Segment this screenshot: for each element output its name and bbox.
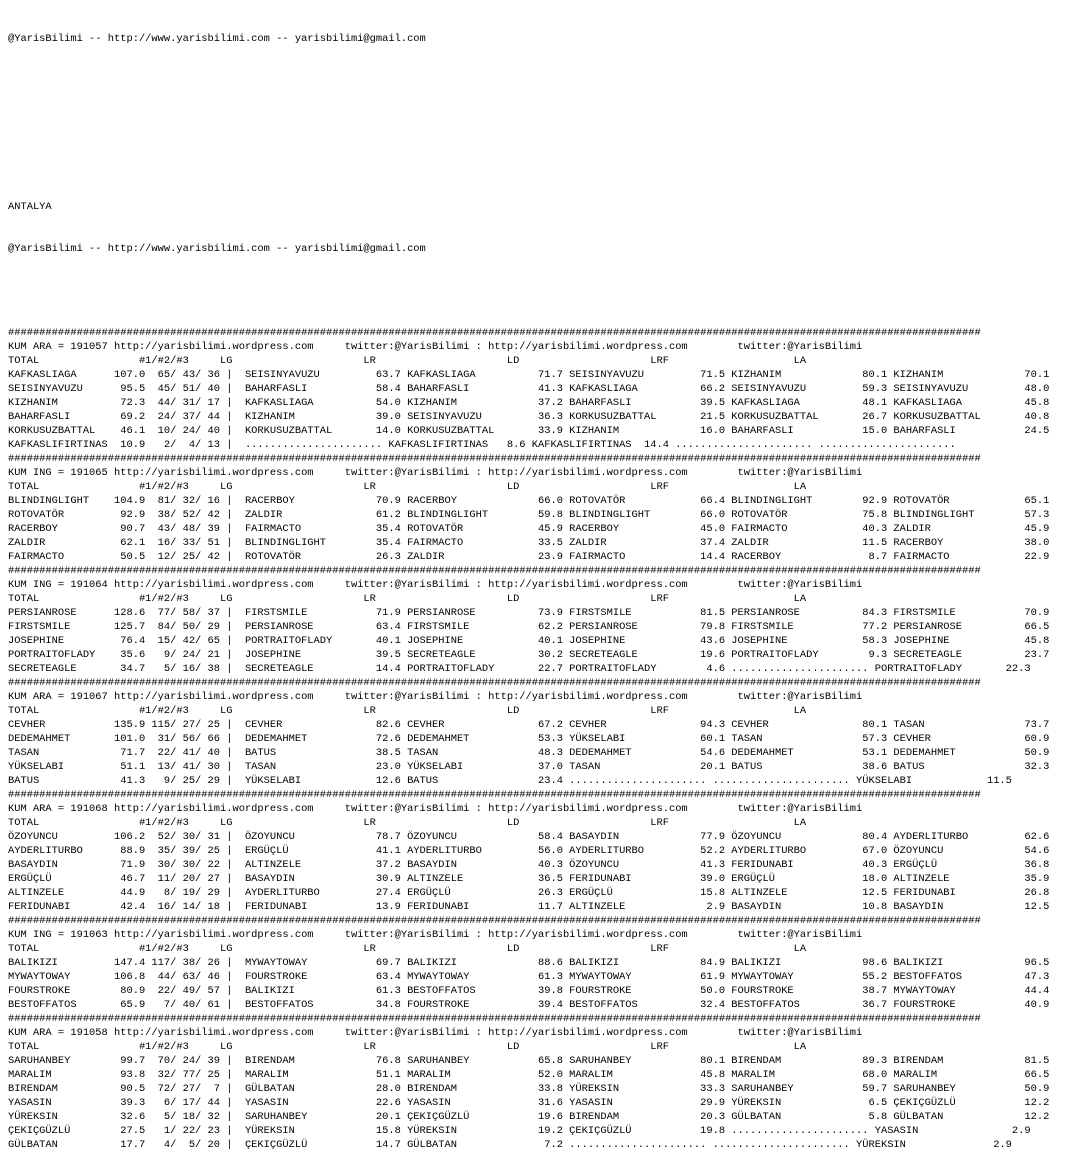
table-row: FOURSTROKE 80.9 22/ 49/ 57 | BALIKIZI 61.3 BESTOFFATOS 39.8 FOURSTROKE 50.0 FOURSTROKE 38.7 MYWAYTOWAY 44.4 [8,985,1050,997]
table-row: DEDEMAHMET 101.0 31/ 56/ 66 | DEDEMAHMET 72.6 DEDEMAHMET 53.3 YÜKSELABI 60.1 TASAN 57.3 CEVHER 60.9 [8,733,1050,745]
spacer [8,74,1080,88]
table-row: YÜKSELABI 51.1 13/ 41/ 30 | TASAN 23.0 YÜKSELABI 37.0 TASAN 20.1 BATUS 38.6 BATUS 32.3 [8,761,1050,773]
race-title: KUM ARA = 191067 http://yarisbilimi.wordpress.com twitter:@YarisBilimi : http://yarisbilimi.wordpress.com twitter:@YarisBilimi [8,691,863,703]
table-row: TASAN 71.7 22/ 41/ 40 | BATUS 38.5 TASAN 48.3 DEDEMAHMET 54.6 DEDEMAHMET 53.1 DEDEMAHMET 50.9 [8,747,1050,759]
location-credit: @YarisBilimi -- http://www.yarisbilimi.com -- yarisbilimi@gmail.com [8,243,426,255]
column-headers: TOTAL #1/#2/#3 LG LR LD LRF LA [8,817,807,829]
table-row: KAFKASLIAGA 107.0 65/ 43/ 36 | SEISINYAVUZU 63.7 KAFKASLIAGA 71.7 SEISINYAVUZU 71.5 KIZHANIM 80.1 KIZHANIM 70.1 [8,369,1050,381]
table-row: YASASIN 39.3 6/ 17/ 44 | YASASIN 22.6 YASASIN 31.6 YASASIN 29.9 YÜREKSIN 6.5 ÇEKIÇGÜZLÜ 12.2 [8,1097,1050,1109]
table-row: BIRENDAM 90.5 72/ 27/ 7 | GÜLBATAN 28.0 BIRENDAM 33.8 YÜREKSIN 33.3 SARUHANBEY 59.7 SARUHANBEY 50.9 [8,1083,1050,1095]
separator-line: ############################################################################################################################################################ [8,677,981,689]
race-title: KUM ING = 191063 http://yarisbilimi.wordpress.com twitter:@YarisBilimi : http://yarisbilimi.wordpress.com twitter:@YarisBilimi [8,929,863,941]
table-row: BLINDINGLIGHT 104.9 81/ 32/ 16 | RACERBOY 70.9 RACERBOY 66.0 ROTOVATÖR 66.4 BLINDINGLIGHT 92.9 ROTOVATÖR 65.1 [8,495,1050,507]
table-row: GÜLBATAN 17.7 4/ 5/ 20 | ÇEKIÇGÜZLÜ 14.7 GÜLBATAN 7.2 ...................... ...................... YÜREKSIN 2.9 [8,1139,1012,1151]
table-row: SECRETEAGLE 34.7 5/ 16/ 38 | SECRETEAGLE 14.4 PORTRAITOFLADY 22.7 PORTRAITOFLADY 4.6 ...................... PORTRAITOFLADY 22.3 [8,663,1031,675]
race-block [8,452,1080,564]
table-row: FAIRMACTO 50.5 12/ 25/ 42 | ROTOVATÖR 26.3 ZALDIR 23.9 FAIRMACTO 14.4 RACERBOY 8.7 FAIRMACTO 22.9 [8,551,1050,563]
separator-line: ############################################################################################################################################################ [8,565,981,577]
table-row: BATUS 41.3 9/ 25/ 29 | YÜKSELABI 12.6 BATUS 23.4 ...................... ...................... YÜKSELABI 11.5 [8,775,1012,787]
race-title: KUM ARA = 191058 http://yarisbilimi.wordpress.com twitter:@YarisBilimi : http://yarisbilimi.wordpress.com twitter:@YarisBilimi [8,1027,863,1039]
table-row: BALIKIZI 147.4 117/ 38/ 26 | MYWAYTOWAY 69.7 BALIKIZI 88.6 BALIKIZI 84.9 BALIKIZI 98.6 BALIKIZI 96.5 [8,957,1050,969]
column-headers: TOTAL #1/#2/#3 LG LR LD LRF LA [8,355,807,367]
column-headers: TOTAL #1/#2/#3 LG LR LD LRF LA [8,1041,807,1053]
table-row: FERIDUNABI 42.4 16/ 14/ 18 | FERIDUNABI 13.9 FERIDUNABI 11.7 ALTINZELE 2.9 BASAYDIN 10.8 BASAYDIN 12.5 [8,901,1050,913]
table-row: ALTINZELE 44.9 8/ 19/ 29 | AYDERLITURBO 27.4 ERGÜÇLÜ 26.3 ERGÜÇLÜ 15.8 ALTINZELE 12.5 FERIDUNABI 26.8 [8,887,1050,899]
race-block [8,564,1080,676]
separator-line: ############################################################################################################################################################ [8,789,981,801]
table-row: CEVHER 135.9 115/ 27/ 25 | CEVHER 82.6 CEVHER 67.2 CEVHER 94.3 CEVHER 80.1 TASAN 73.7 [8,719,1050,731]
separator-line: ############################################################################################################################################################ [8,915,981,927]
race-title: KUM ING = 191064 http://yarisbilimi.wordpress.com twitter:@YarisBilimi : http://yarisbilimi.wordpress.com twitter:@YarisBilimi [8,579,863,591]
race-block [8,788,1080,914]
table-row: ÖZOYUNCU 106.2 52/ 30/ 31 | ÖZOYUNCU 78.7 ÖZOYUNCU 58.4 BASAYDIN 77.9 ÖZOYUNCU 80.4 AYDERLITURBO 62.6 [8,831,1050,843]
race-block [8,1012,1080,1152]
table-row: AYDERLITURBO 88.9 35/ 39/ 25 | ERGÜÇLÜ 41.1 AYDERLITURBO 56.0 AYDERLITURBO 52.2 AYDERLITURBO 67.0 ÖZOYUNCU 54.6 [8,845,1050,857]
header-credit: @YarisBilimi -- http://www.yarisbilimi.com -- yarisbilimi@gmail.com [8,33,426,45]
table-row: KORKUSUZBATTAL 46.1 10/ 24/ 40 | KORKUSUZBATTAL 14.0 KORKUSUZBATTAL 33.9 KIZHANIM 16.0 BAHARFASLI 15.0 BAHARFASLI 24.5 [8,425,1050,437]
table-row: ÇEKIÇGÜZLÜ 27.5 1/ 22/ 23 | YÜREKSIN 15.8 YÜREKSIN 19.2 ÇEKIÇGÜZLÜ 19.8 ...................... YASASIN 2.9 [8,1125,1031,1137]
table-row: FIRSTSMILE 125.7 84/ 50/ 29 | PERSIANROSE 63.4 FIRSTSMILE 62.2 PERSIANROSE 79.8 FIRSTSMILE 77.2 PERSIANROSE 66.5 [8,621,1050,633]
column-headers: TOTAL #1/#2/#3 LG LR LD LRF LA [8,705,807,717]
table-row: SEISINYAVUZU 95.5 45/ 51/ 40 | BAHARFASLI 58.4 BAHARFASLI 41.3 KAFKASLIAGA 66.2 SEISINYAVUZU 59.3 SEISINYAVUZU 48.0 [8,383,1050,395]
location-name: ANTALYA [8,201,52,213]
table-row: YÜREKSIN 32.6 5/ 18/ 32 | SARUHANBEY 20.1 ÇEKIÇGÜZLÜ 19.6 BIRENDAM 20.3 GÜLBATAN 5.8 GÜLBATAN 12.2 [8,1111,1050,1123]
race-block [8,914,1080,1012]
table-row: MARALIM 93.8 32/ 77/ 25 | MARALIM 51.1 MARALIM 52.0 MARALIM 45.8 MARALIM 68.0 MARALIM 66.5 [8,1069,1050,1081]
spacer [8,158,1080,172]
spacer [8,284,1080,298]
spacer [8,116,1080,130]
table-row: KAFKASLIFIRTINAS 10.9 2/ 4/ 13 | ...................... KAFKASLIFIRTINAS 8.6 KAFKASLIFIRTINAS 14.4 ...................... ...................... [8,439,956,451]
table-row: PERSIANROSE 128.6 77/ 58/ 37 | FIRSTSMILE 71.9 PERSIANROSE 73.9 FIRSTSMILE 81.5 PERSIANROSE 84.3 FIRSTSMILE 70.9 [8,607,1050,619]
race-title: KUM ARA = 191057 http://yarisbilimi.wordpress.com twitter:@YarisBilimi : http://yarisbilimi.wordpress.com twitter:@YarisBilimi [8,341,863,353]
table-row: MYWAYTOWAY 106.8 44/ 63/ 46 | FOURSTROKE 63.4 MYWAYTOWAY 61.3 MYWAYTOWAY 61.9 MYWAYTOWAY 55.2 BESTOFFATOS 47.3 [8,971,1050,983]
race-list [8,326,1080,1152]
race-title: KUM ARA = 191068 http://yarisbilimi.wordpress.com twitter:@YarisBilimi : http://yarisbilimi.wordpress.com twitter:@YarisBilimi [8,803,863,815]
race-block [8,326,1080,452]
race-block [8,676,1080,788]
separator-line: ############################################################################################################################################################ [8,327,981,339]
table-row: PORTRAITOFLADY 35.6 9/ 24/ 21 | JOSEPHINE 39.5 SECRETEAGLE 30.2 SECRETEAGLE 19.6 PORTRAITOFLADY 9.3 SECRETEAGLE 23.7 [8,649,1050,661]
separator-line: ############################################################################################################################################################ [8,453,981,465]
table-row: SARUHANBEY 99.7 70/ 24/ 39 | BIRENDAM 76.8 SARUHANBEY 65.8 SARUHANBEY 80.1 BIRENDAM 89.3 BIRENDAM 81.5 [8,1055,1050,1067]
table-row: BESTOFFATOS 65.9 7/ 40/ 61 | BESTOFFATOS 34.8 FOURSTROKE 39.4 BESTOFFATOS 32.4 BESTOFFATOS 36.7 FOURSTROKE 40.9 [8,999,1050,1011]
table-row: BASAYDIN 71.9 30/ 30/ 22 | ALTINZELE 37.2 BASAYDIN 40.3 ÖZOYUNCU 41.3 FERIDUNABI 40.3 ERGÜÇLÜ 36.8 [8,859,1050,871]
table-row: KIZHANIM 72.3 44/ 31/ 17 | KAFKASLIAGA 54.0 KIZHANIM 37.2 BAHARFASLI 39.5 KAFKASLIAGA 48.1 KAFKASLIAGA 45.8 [8,397,1050,409]
table-row: ROTOVATÖR 92.9 38/ 52/ 42 | ZALDIR 61.2 BLINDINGLIGHT 59.8 BLINDINGLIGHT 66.0 ROTOVATÖR 75.8 BLINDINGLIGHT 57.3 [8,509,1050,521]
column-headers: TOTAL #1/#2/#3 LG LR LD LRF LA [8,943,807,955]
separator-line: ############################################################################################################################################################ [8,1013,981,1025]
table-row: JOSEPHINE 76.4 15/ 42/ 65 | PORTRAITOFLADY 40.1 JOSEPHINE 40.1 JOSEPHINE 43.6 JOSEPHINE 58.3 JOSEPHINE 45.8 [8,635,1050,647]
table-row: RACERBOY 90.7 43/ 48/ 39 | FAIRMACTO 35.4 ROTOVATÖR 45.9 RACERBOY 45.0 FAIRMACTO 40.3 ZALDIR 45.9 [8,523,1050,535]
table-row: ERGÜÇLÜ 46.7 11/ 20/ 27 | BASAYDIN 30.9 ALTINZELE 36.5 FERIDUNABI 39.0 ERGÜÇLÜ 18.0 ALTINZELE 35.9 [8,873,1050,885]
table-row: BAHARFASLI 69.2 24/ 37/ 44 | KIZHANIM 39.0 SEISINYAVUZU 36.3 KORKUSUZBATTAL 21.5 KORKUSUZBATTAL 26.7 KORKUSUZBATTAL 40.8 [8,411,1050,423]
race-title: KUM ING = 191065 http://yarisbilimi.wordpress.com twitter:@YarisBilimi : http://yarisbilimi.wordpress.com twitter:@YarisBilimi [8,467,863,479]
table-row: ZALDIR 62.1 16/ 33/ 51 | BLINDINGLIGHT 35.4 FAIRMACTO 33.5 ZALDIR 37.4 ZALDIR 11.5 RACERBOY 38.0 [8,537,1050,549]
column-headers: TOTAL #1/#2/#3 LG LR LD LRF LA [8,481,807,493]
column-headers: TOTAL #1/#2/#3 LG LR LD LRF LA [8,593,807,605]
